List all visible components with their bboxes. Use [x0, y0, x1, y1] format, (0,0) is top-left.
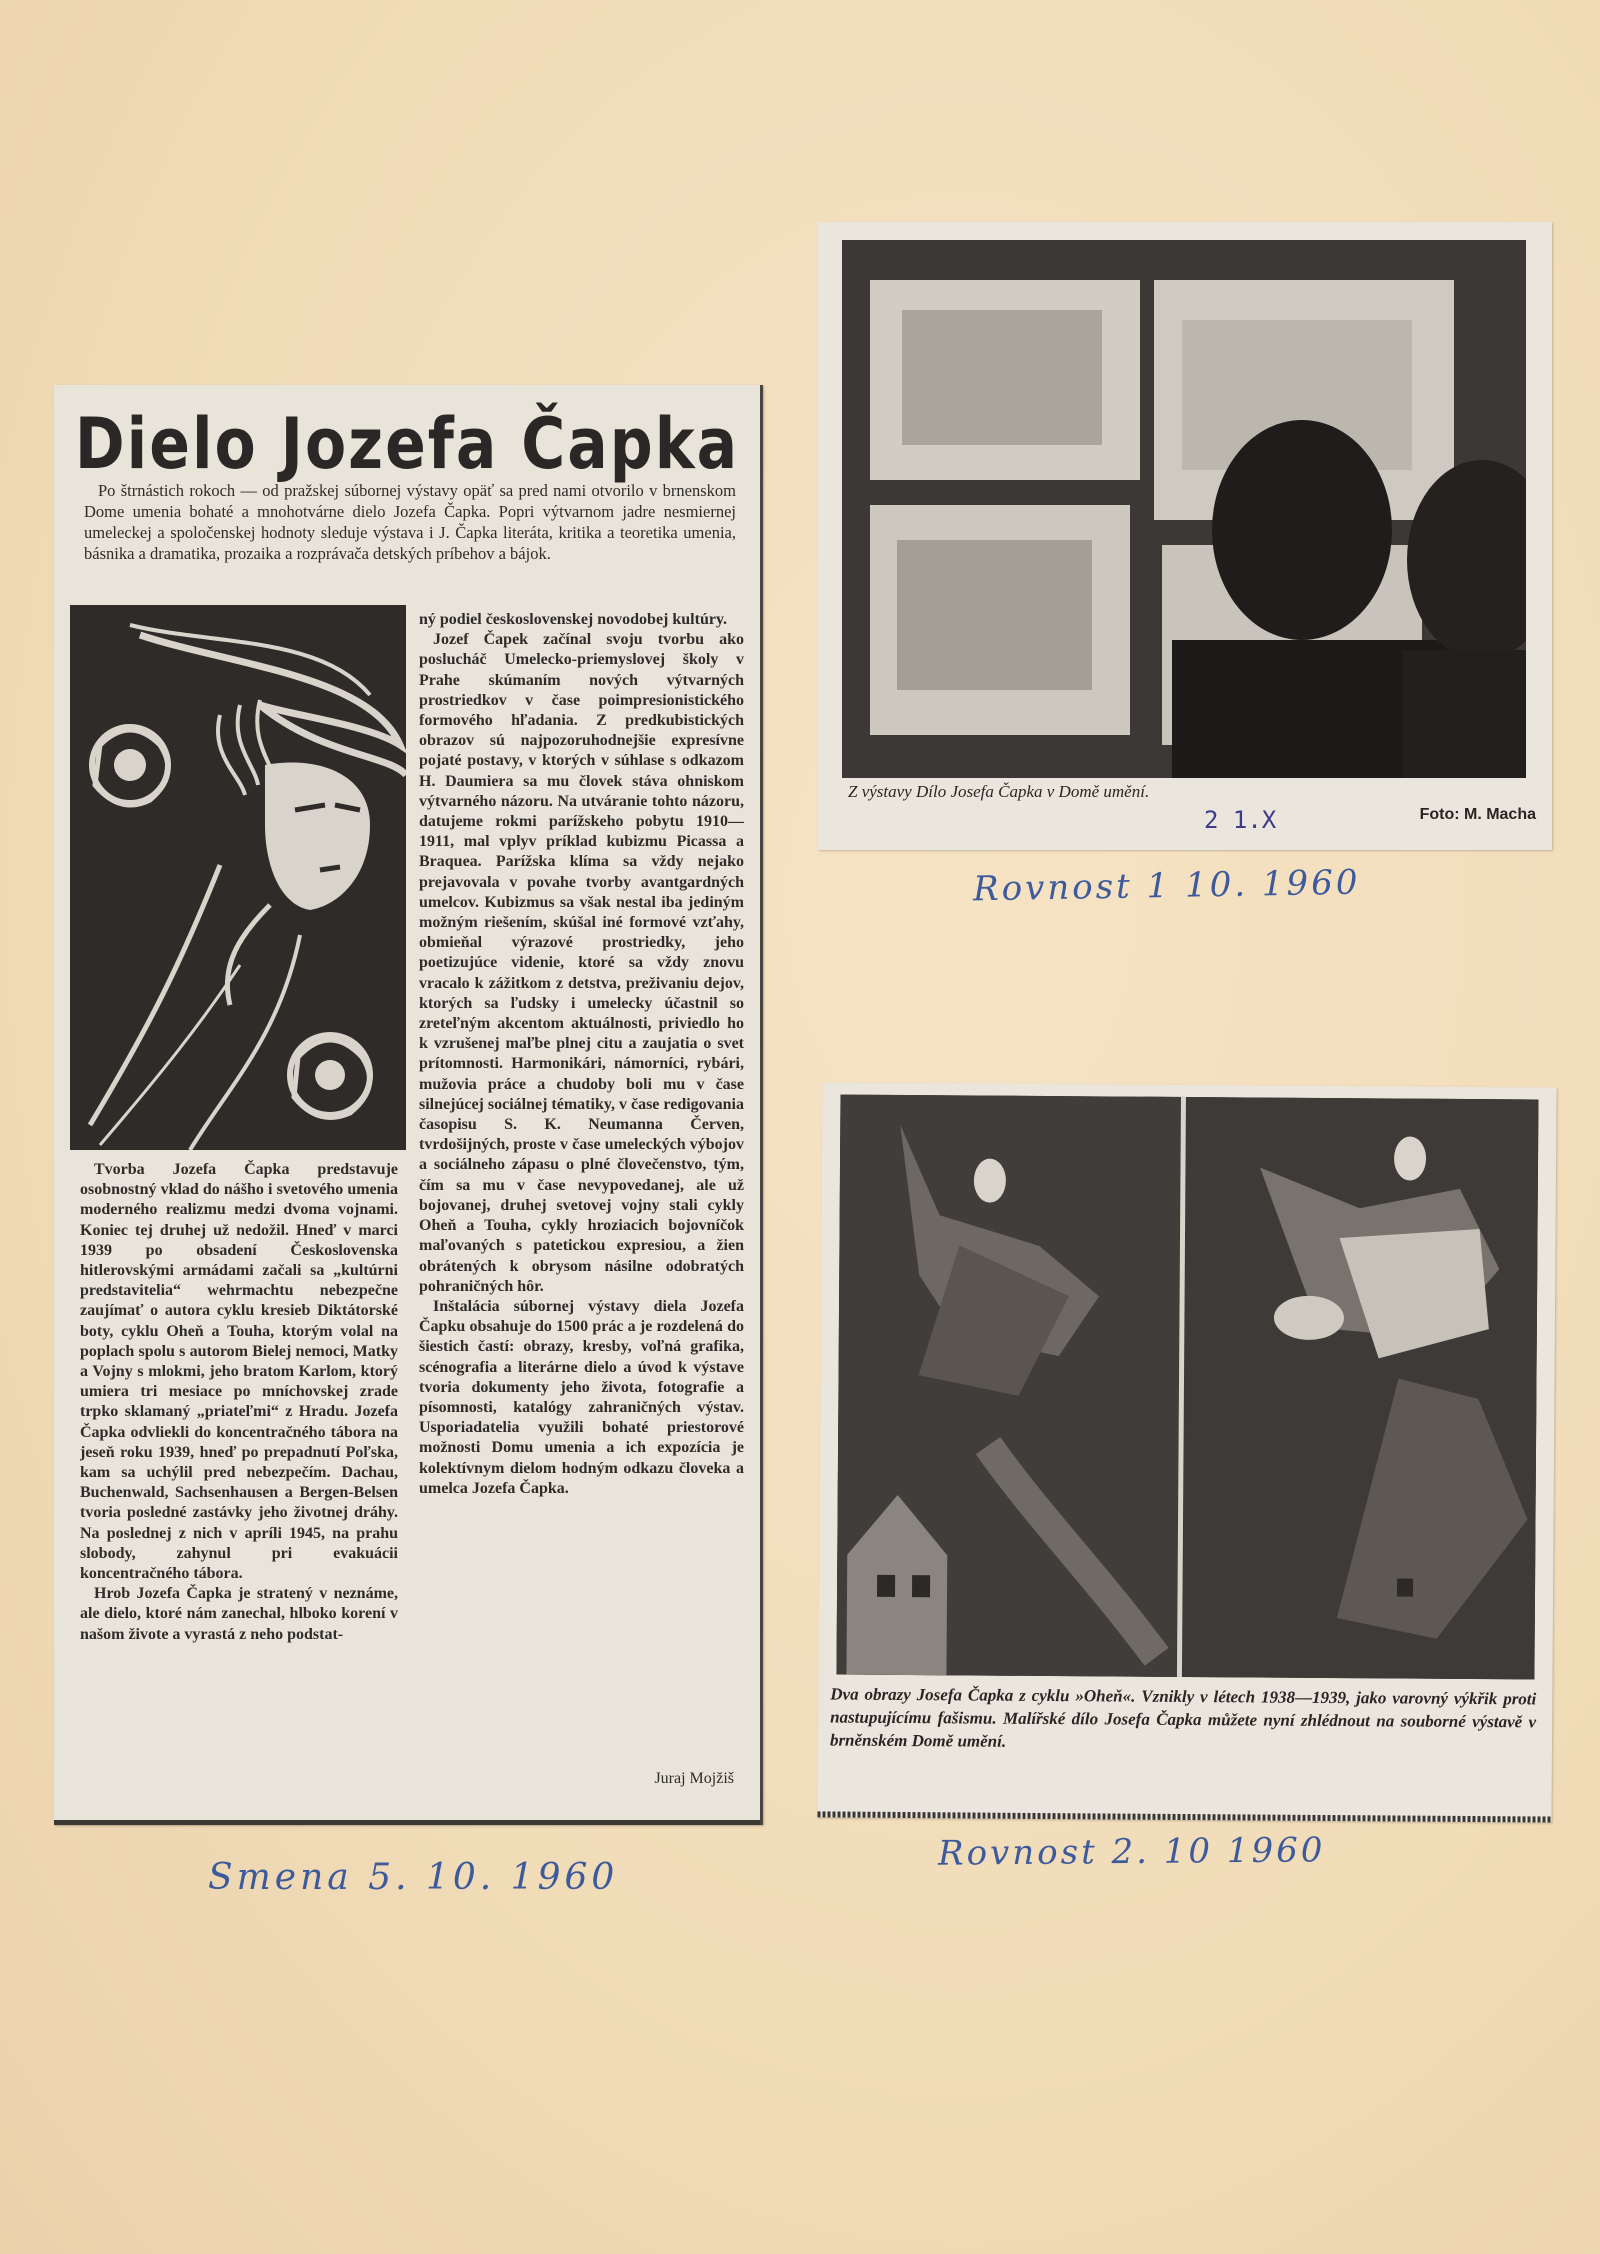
article-lead: Po štrnástich rokoch — od pražskej súbornej výstavy opäť sa pred nami otvorilo v brnenskom Dome umenia bohaté a mnohotvárne dielo Jozefa Čapka. Popri výtvarnom jadre nesmiernej umeleckej a spoločenskej hodnoty sleduje výstava i J. Čapka literáta, kritika a teoretika umenia, básnika a dramatika, prozaika a rozprávača detských príbehov a bájok.: [84, 481, 736, 563]
photo-credit: Foto: M. Macha: [1419, 806, 1536, 823]
article-column-right: [419, 610, 744, 1730]
article-byline: Juraj Mojžiš: [654, 1770, 734, 1787]
paragraph: Tvorba Jozefa Čapka predstavuje osobnostný vklad do nášho i svetového umenia moderného realizmu medzi dvoma vojnami. Koniec tej druhej už nedožil. Hneď v marci 1939 po obsadení Československa hitlerovskými armádami začali sa „kultúrni predstavitelia“ wehrmachtu nebezpečne zaujímať o autora cyklu kresieb Diktátorské boty, cyklu Oheň a Touha, ktorým volal na poplach spolu s autorom Bielej nemoci, Matky a Vojny s mlokmi, jeho bratom Karlom, ktorý umiera tri mesiace po mníchovskej zrade trpko sklamaný „priateľmi“ z Hradu. Jozefa Čapka odvliekli do koncentračného tábora na jeseň roku 1939, hneď po prepadnutí Poľska, kam sa uchýlil pred nebezpečím. Dachau, Buchenwald, Sachsenhausen a Bergen-Belsen tvoria posledné zastávky jeho životnej dráhy. Na poslednej z nich v apríli 1945, na prahu slobody, zahynul pri evakuácii koncentračného tábora.: [80, 1161, 398, 1583]
paragraph: Hrob Jozefa Čapka je stratený v neznáme, ale dielo, ktoré nám zanechal, hlboko korení v našom živote a vyrastá z neho podstat-: [80, 1585, 398, 1643]
handwritten-source-rovnost-2: Rovnost 2. 10 1960: [937, 1830, 1326, 1874]
article-clipping: [54, 385, 763, 1825]
divider: [54, 1820, 760, 1825]
two-paintings-icon: [836, 1095, 1538, 1680]
paragraph: Inštalácia súbornej výstavy diela Jozefa Čapku obsahuje do 1500 prác a je rozdelená do šiestich častí: obrazy, kresby, voľná grafika, scénografia a literárne dielo a úvod k výstave tvoria dokumenty jeho života, fotografie a písomnosti, katalógy zahraničných výstav. Usporiadatelia využili bohaté priestorové možnosti Domu umenia a ich expozícia je kolektívnym dielom hodným odkazu človeka a umelca Jozefa Čapka.: [419, 1297, 744, 1497]
exhibition-visitors-photo-icon: [842, 240, 1526, 778]
paragraph: Jozef Čapek začínal svoju tvorbu ako poslucháč Umelecko-priemyslovej školy v Prahe skúmaním nových výtvarných prostriedkov v čase poimpresionistického formového hľadania. Z predkubistických obrazov sú najpozoruhodnejšie expresívne pojaté postavy, v ktorých v súhlase s odkazom H. Daumiera sa mu človek stáva ohniskom výtvarného názoru. Na utváranie tohto názoru, datujeme rokmi parížskeho pobytu 1910—1911, mal vplyv príklad kubizmu Picassa a Braquea. Parížska klíma sa vždy nejako prejavovala v povahe tvorby avantgardných umelcov. Kubizmus sa však nestal iba jediným možným riešením, skúšal iné formové vzťahy, obmieňal výrazové prostriedky, jeho poetizujúce videnie, ktoré sa vždy znovu vracalo k zážitkom z detstva, preživaniu dejov, ktorých sa ľudsky i umelecky účastnil so zreteľným akcentom aktuálnosti, priviedlo ho k vzrušenej maľbe plnej citu a zaujatia o svet prítomnosti. Harmonikári, námorníci, rybári, mužovia práce a chudoby boli mu v čase silnejúcej sociálnej tématiky, v čase redigovania časopisu S. K. Neumanna Červen, tvrdošijných, proste v čase umeleckých výbojov a sociálneho zápasu o plné človečenstvo, tým, čím sa mu v čase nevypovedanej, ale už bojovanej, druhej svetovej vojny stali cykly Oheň a Touha, cykly hroziacich bojovníčok maľovaných s patetickou expresiou, a žien obrátených k obrysom násilne odobratých pohraničných hôr.: [419, 631, 744, 1295]
divider: [817, 1811, 1551, 1822]
photo-clipping-bottom: [817, 1082, 1556, 1822]
handwritten-source-rovnost-1: Rovnost 1 10. 1960: [972, 862, 1361, 910]
photo-caption: Z výstavy Dílo Josefa Čapka v Domě umění.: [848, 782, 1150, 801]
handwritten-source-smena: Smena 5. 10. 1960: [208, 1857, 619, 1898]
photo-caption: Dva obrazy Josefa Čapka z cyklu »Oheň«. Vznikly v létech 1938—1939, jako varovný výkřik proti nastupujícímu fašismu. Malířské dílo Josefa Čapka můžete nyní zhlédnout na souborné výstavě v brněnském Domě umění.: [829, 1684, 1537, 1751]
woman-portrait-icon: [70, 605, 406, 1150]
paragraph: ný podiel československej novodobej kultúry.: [419, 611, 728, 628]
article-headline: Dielo Jozefa Čapka: [74, 403, 740, 486]
handwritten-note: 2 1.X: [1204, 806, 1277, 834]
photo-clipping-top: [818, 222, 1552, 850]
article-column-left: [80, 1160, 398, 1772]
